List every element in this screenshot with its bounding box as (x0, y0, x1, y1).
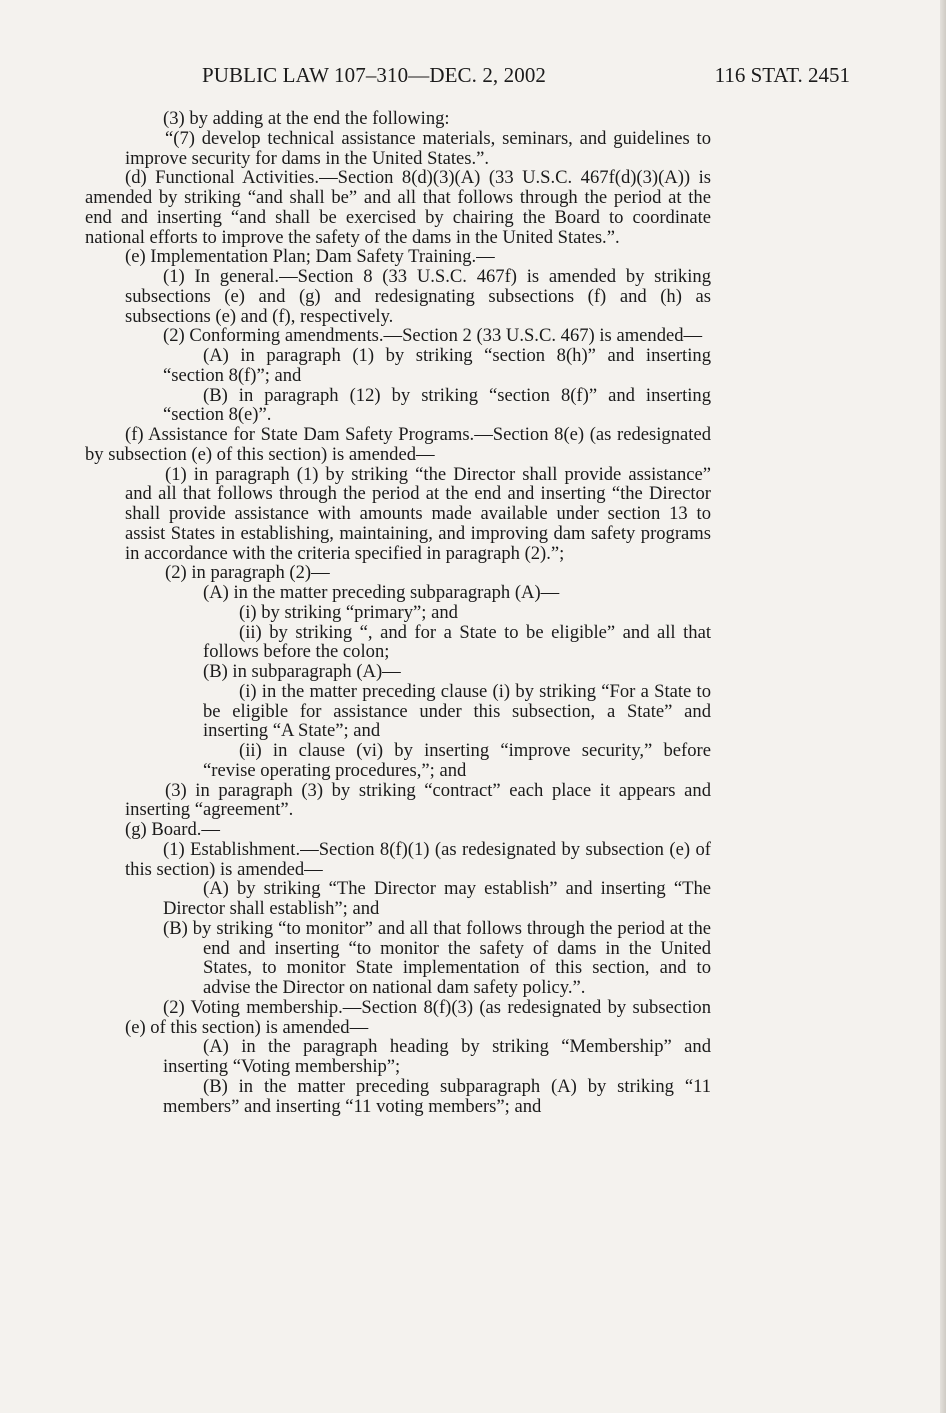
subsection-g-1-establishment: (1) Establishment.—Section 8(f)(1) (as redesignated by subsection (e) of this section) is amended— (125, 838, 711, 880)
subsection-d-functional-activities: (d) Functional Activities.—Section 8(d)(3)(A) (33 U.S.C. 467f(d)(3)(A)) is amended by striking “and shall be” and all that follows through the period at the end and inserting “and shall be exercised by chairing the Board to coordinate national efforts to improve the safety of the dams in the United States.”. (85, 167, 711, 248)
subsection-g-2-A: (A) in the paragraph heading by striking “Membership” and inserting “Voting membership”; (163, 1036, 711, 1077)
quoted-paragraph-7: “(7) develop technical assistance materials, seminars, and guidelines to improve security for dams in the United States.”. (125, 127, 711, 169)
subsection-f-assistance: (f) Assistance for State Dam Safety Programs.—Section 8(e) (as redesignated by subsection (e) of this section) is amended— (85, 424, 711, 465)
subsection-e-1-in-general: (1) In general.—Section 8 (33 U.S.C. 467f) is amended by striking subsections (e) and (g) and redesignating subsections (f) and (h) as subsections (e) and (f), respectively. (125, 266, 711, 327)
subsection-f-2-A: (A) in the matter preceding subparagraph (A)— (203, 582, 560, 603)
subsection-f-2-A-i: (i) by striking “primary”; and (239, 601, 458, 623)
subsection-f-2-B: (B) in subparagraph (A)— (203, 661, 401, 682)
statute-text (85, 109, 711, 1116)
subsection-f-2-A-ii: (ii) by striking “, and for a State to be eligible” and all that follows before the colon; (203, 621, 711, 663)
subsection-e-implementation-plan: (e) Implementation Plan; Dam Safety Training.— (125, 246, 495, 268)
header-title: PUBLIC LAW 107–310—DEC. 2, 2002 (202, 63, 547, 87)
subsection-f-2-B-i: (i) in the matter preceding clause (i) by striking “For a State to be eligible for assistance under this subsection, a State” and inserting “A State”; and (203, 680, 711, 742)
subsection-f-2-B-ii: (ii) in clause (vi) by inserting “improve security,” before “revise operating procedures,”; and (203, 740, 711, 781)
subsection-e-2-B: (B) in paragraph (12) by striking “section 8(f)” and inserting “section 8(e)”. (163, 384, 711, 426)
header-stat-page: 116 STAT. 2451 (714, 63, 850, 87)
subsection-e-2-A: (A) in paragraph (1) by striking “section 8(h)” and inserting “section 8(f)”; and (163, 345, 711, 386)
subsection-f-1: (1) in paragraph (1) by striking “the Director shall provide assistance” and all that follows through the period at the end and inserting “the Director shall provide assistance with amounts made available under section 13 to assist States in establishing, maintaining, and improving dam safety programs in accordance with the criteria specified in paragraph (2).”; (125, 463, 711, 564)
subsection-g-board: (g) Board.— (125, 819, 221, 840)
paragraph-3-add: (3) by adding at the end the following: (163, 108, 450, 129)
subsection-f-3: (3) in paragraph (3) by striking “contract” each place it appears and inserting “agreement”. (125, 779, 711, 821)
running-header (0, 62, 946, 88)
subsection-f-2: (2) in paragraph (2)— (165, 562, 330, 584)
subsection-e-2-conforming: (2) Conforming amendments.—Section 2 (33 U.S.C. 467) is amended— (163, 325, 703, 347)
page-edge-shadow (940, 0, 946, 1413)
subsection-g-2-B: (B) in the matter preceding subparagraph (A) by striking “11 members” and inserting “11 voting members”; and (163, 1075, 711, 1117)
subsection-g-1-B: (B) by striking “to monitor” and all that follows through the period at the end and inserting “to monitor the safety of dams in the United States, to monitor State implementation of this section, and to advise the Director on national dam safety policy.”. (163, 917, 711, 998)
subsection-g-1-A: (A) by striking “The Director may establish” and inserting “The Director shall establish”; and (163, 878, 711, 919)
subsection-g-2-voting: (2) Voting membership.—Section 8(f)(3) (as redesignated by subsection (e) of this section) is amended— (125, 996, 711, 1038)
